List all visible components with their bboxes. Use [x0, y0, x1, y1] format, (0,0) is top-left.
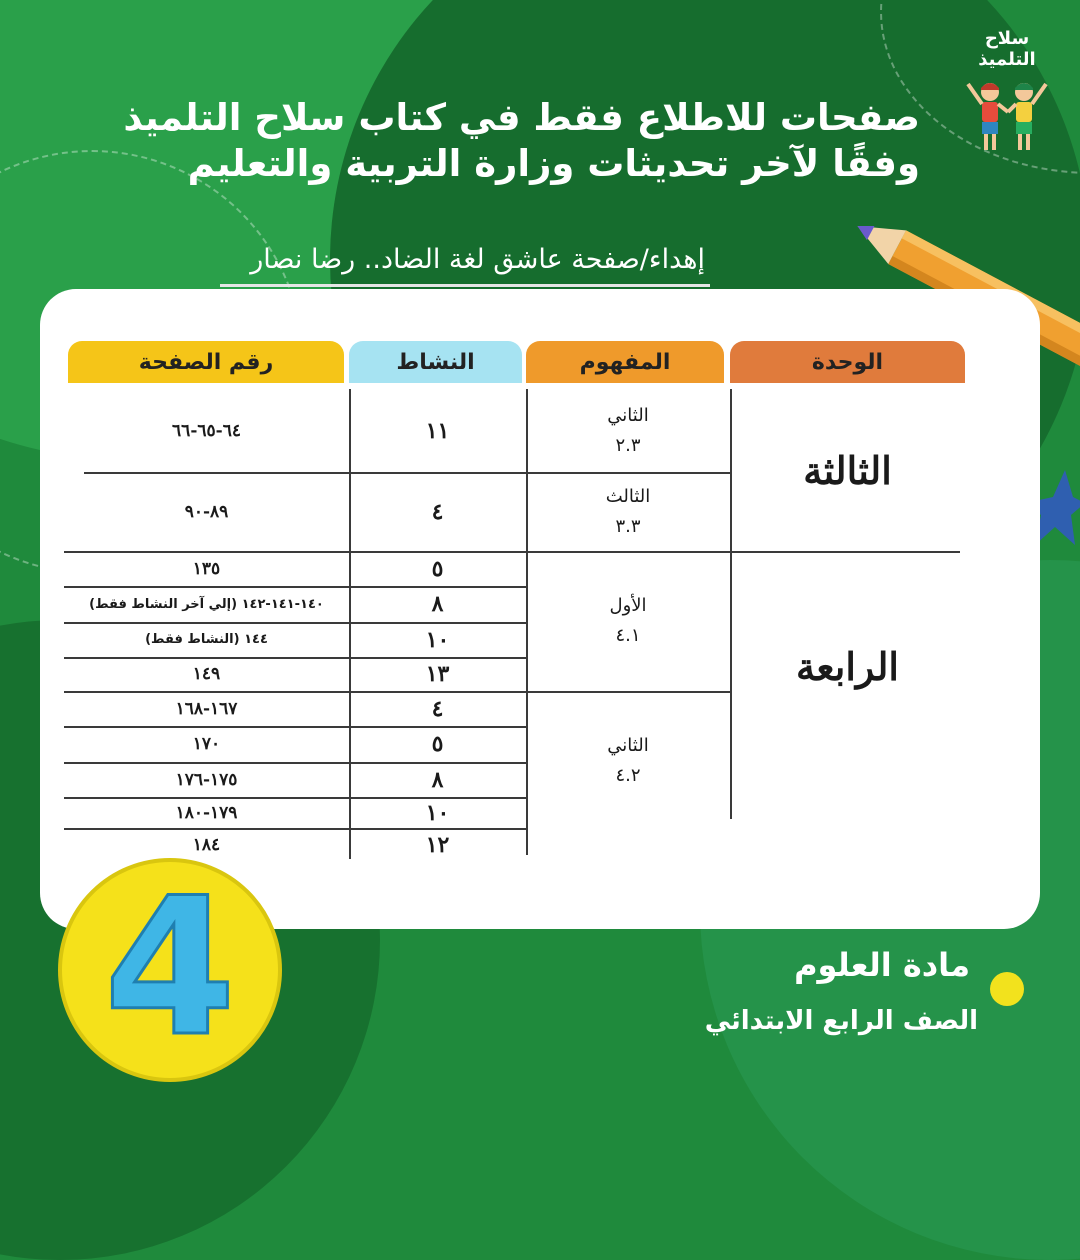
activity-table-card: [40, 289, 1040, 929]
unit-cell: الثالثة: [803, 447, 892, 493]
activity-cell: ٨: [431, 591, 444, 617]
page-cell: ١٤٩: [192, 664, 221, 684]
page-cell: ١٨٤: [192, 834, 221, 855]
concept-cell: [526, 389, 730, 472]
concept-code: ٢.٣: [615, 434, 641, 456]
header-unit: الوحدة: [730, 341, 965, 383]
concept-name: الثالث: [605, 485, 651, 507]
page-cell: ١٧٠: [192, 734, 221, 754]
subject-title: مادة العلوم: [794, 946, 970, 984]
grade-number-badge: [55, 855, 285, 1085]
concept-code: ٤.١: [615, 625, 641, 646]
activity-cell: ١٠: [425, 626, 450, 653]
yellow-dot: [990, 972, 1024, 1006]
page-cell: ٦٤-٦٥-٦٦: [172, 420, 241, 441]
concept-cell: [526, 472, 730, 551]
brand-name: سلاح التلميذ: [978, 28, 1036, 70]
page-cell: ١٣٥: [192, 558, 221, 579]
concept-name: الثاني: [607, 404, 649, 426]
page-cell: ١٤٠-١٤١-١٤٢ (إلي آخر النشاط فقط): [89, 596, 324, 612]
page-cell: ١٤٤ (النشاط فقط): [145, 632, 268, 647]
activity-cell: ١٢: [425, 831, 450, 858]
header-page: رقم الصفحة: [68, 341, 344, 383]
header-concept: المفهوم: [526, 341, 724, 383]
page-cell: ١٧٥-١٧٦: [175, 769, 238, 790]
concept-cell: [526, 691, 730, 831]
page-cell: ٨٩-٩٠: [184, 501, 229, 522]
activity-cell: ٥: [431, 731, 444, 757]
page-cell: ١٦٧-١٦٨: [175, 698, 238, 719]
credit-underline: [220, 284, 710, 287]
activity-cell: ١٠: [425, 799, 450, 826]
credit-text: إهداء/صفحة عاشق لغة الضاد.. رضا نصار: [250, 244, 705, 275]
activity-cell: ٤: [431, 498, 444, 525]
grade-title: الصف الرابع الابتدائي: [704, 1006, 978, 1036]
page-cell: ١٧٩-١٨٠: [175, 802, 238, 823]
activity-cell: ٥: [431, 555, 444, 582]
headline-line-2: وفقًا لآخر تحديثات وزارة التربية والتعليم: [187, 142, 920, 185]
activity-cell: ٤: [431, 695, 444, 722]
concept-name: الأول: [609, 595, 647, 616]
two-kids-cheering-icon: [964, 76, 1050, 156]
header-activity: النشاط: [349, 341, 522, 383]
activity-cell: ١١: [425, 417, 450, 444]
grade-digit: 4: [103, 857, 237, 1078]
unit-cell: الرابعة: [796, 643, 899, 689]
brand-logo: [962, 28, 1052, 160]
concept-cell: [526, 551, 730, 691]
headline-line-1: صفحات للاطلاع فقط في كتاب سلاح التلميذ: [123, 96, 920, 139]
activity-cell: ١٣: [425, 661, 450, 687]
activity-cell: ٨: [431, 766, 444, 793]
concept-code: ٣.٣: [615, 515, 641, 537]
headline: [123, 95, 920, 187]
concept-name: الثاني: [607, 735, 649, 756]
concept-code: ٤.٢: [615, 765, 641, 786]
